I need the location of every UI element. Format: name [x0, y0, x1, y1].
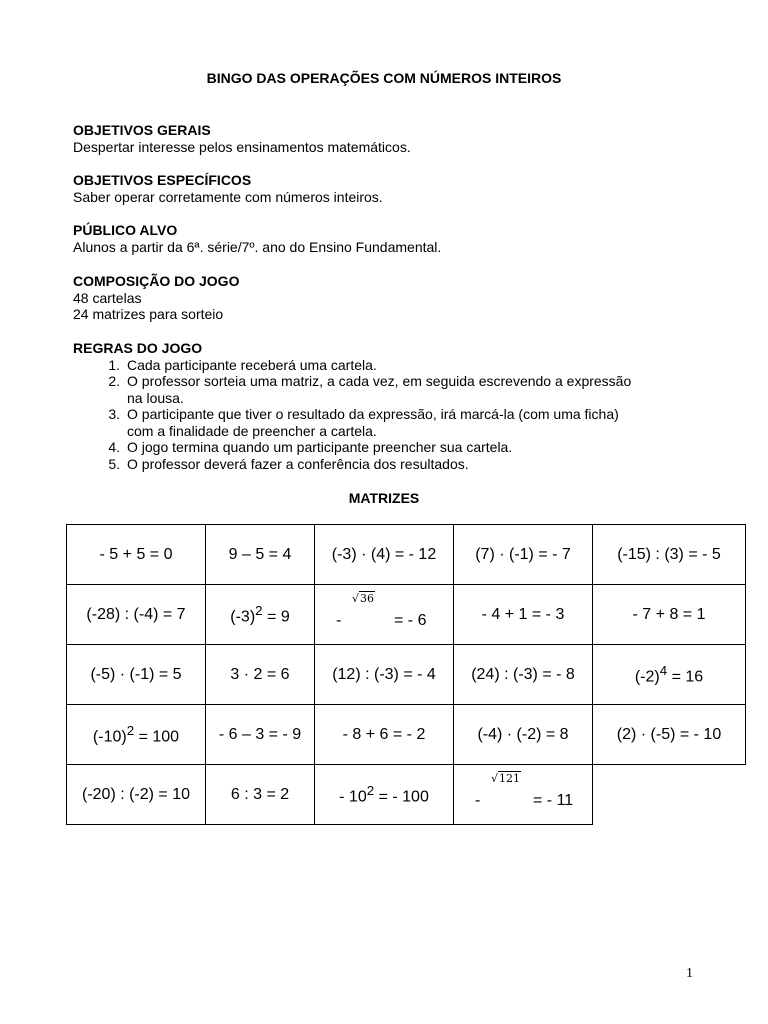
section-heading: COMPOSIÇÃO DO JOGO	[73, 273, 240, 289]
matrix-row	[67, 585, 746, 645]
matrix-cell: - 4 + 1 = - 3	[454, 585, 593, 645]
matrix-cell: 3 · 2 = 6	[206, 645, 315, 705]
expression-base: - 10	[339, 788, 367, 806]
rule-number: 1.	[108, 356, 120, 373]
radicand: 36	[360, 592, 375, 605]
matrix-row	[67, 645, 746, 705]
matrix-cell: 6 : 3 = 2	[206, 765, 315, 825]
rule-text: O jogo termina quando um participante preencher sua cartela.	[127, 439, 513, 455]
section-text: Despertar interesse pelos ensinamentos matemáticos.	[73, 138, 411, 155]
expression-base: (-2)	[634, 668, 660, 686]
section-line: 24 matrizes para sorteio	[73, 306, 224, 322]
matrix-row	[67, 525, 746, 585]
expression-rest: = 16	[667, 668, 704, 686]
matrix-row	[67, 765, 746, 825]
rule-number: 2.	[108, 373, 120, 389]
section-heading: OBJETIVOS ESPECÍFICOS	[73, 172, 252, 188]
matrix-cell: (-28) : (-4) = 7	[67, 585, 206, 645]
rule-text	[120, 406, 713, 439]
square-root-symbol: √121	[491, 772, 521, 785]
rule-item	[73, 439, 713, 456]
expression-rest: = 100	[134, 728, 180, 746]
rule-item	[73, 373, 713, 406]
page-number: 1	[686, 966, 693, 981]
matrix-cell: (-5) · (-1) = 5	[67, 645, 206, 705]
matrix-row	[67, 705, 746, 765]
expression-exponent: 2	[126, 722, 135, 738]
rule-text-line: O professor sorteia uma matriz, a cada vez, em seguida escrevendo a expressão	[127, 373, 632, 389]
rule-text: Cada participante receberá uma cartela.	[127, 356, 377, 373]
rule-number: 3.	[108, 406, 120, 422]
matrix-cell: (2) · (-5) = - 10	[593, 705, 746, 765]
empty-cell	[593, 765, 746, 825]
section-composicao	[73, 273, 713, 323]
expression-result: = - 11	[533, 792, 574, 809]
section-publico-alvo	[73, 222, 713, 255]
matrix-cell: - 6 – 3 = - 9	[206, 705, 315, 765]
section-regras	[73, 340, 713, 472]
matrices-title: MATRIZES	[348, 490, 420, 506]
expression-base: (-3)	[230, 608, 256, 626]
expression-base: (-10)	[92, 728, 127, 746]
section-heading: REGRAS DO JOGO	[73, 340, 203, 356]
rule-number: 5.	[108, 455, 120, 472]
rule-item	[73, 456, 713, 473]
matrix-cell: (-4) · (-2) = 8	[454, 705, 593, 765]
expression-result: = - 6	[394, 612, 427, 629]
section-objetivos-gerais	[73, 122, 713, 155]
matrix-cell	[593, 645, 746, 705]
matrix-cell	[206, 585, 315, 645]
expression-exponent: 2	[255, 602, 263, 618]
rules-list	[73, 357, 713, 473]
expression-rest: = 9	[262, 608, 290, 626]
document-title: BINGO DAS OPERAÇÕES COM NÚMEROS INTEIROS	[206, 70, 562, 86]
rule-text	[120, 373, 713, 406]
rule-text: O professor deverá fazer a conferência dos resultados.	[127, 455, 469, 472]
section-text: Saber operar corretamente com números inteiros.	[73, 188, 383, 205]
matrix-cell: - 5 + 5 = 0	[67, 525, 206, 585]
matrix-cell	[454, 765, 593, 825]
rule-item	[73, 406, 713, 439]
expression-rest: = - 100	[374, 788, 429, 806]
section-heading: OBJETIVOS GERAIS	[73, 122, 211, 138]
radicand: 121	[499, 772, 521, 785]
matrix-cell: (24) : (-3) = - 8	[454, 645, 593, 705]
matrix-cell	[315, 585, 454, 645]
matrix-cell: - 7 + 8 = 1	[593, 585, 746, 645]
matrix-cell: 9 – 5 = 4	[206, 525, 315, 585]
sqrt-expression	[463, 772, 583, 812]
matrix-cell: (7) · (-1) = - 7	[454, 525, 593, 585]
sqrt-expression	[324, 592, 444, 632]
matrix-cell: (-15) : (3) = - 5	[593, 525, 746, 585]
matrix-cell: (-3) · (4) = - 12	[315, 525, 454, 585]
rule-text-line: O participante que tiver o resultado da expressão, irá marcá-la (com uma ficha)	[127, 406, 619, 422]
section-objetivos-especificos	[73, 172, 713, 205]
expression-minus: -	[475, 792, 481, 809]
section-line: 48 cartelas	[73, 289, 142, 306]
rule-item	[73, 357, 713, 374]
section-heading: PÚBLICO ALVO	[73, 222, 178, 238]
square-root-symbol: √36	[352, 592, 375, 605]
matrix-cell	[315, 765, 454, 825]
matrix-cell: (-20) : (-2) = 10	[67, 765, 206, 825]
rule-number: 4.	[108, 439, 120, 455]
matrix-cell	[67, 705, 206, 765]
matrices-table	[66, 524, 746, 825]
section-text: Alunos a partir da 6ª. série/7º. ano do Ensino Fundamental.	[73, 238, 442, 255]
expression-exponent: 4	[659, 662, 668, 678]
rule-text-line: com a finalidade de preencher a cartela.	[127, 422, 377, 439]
rule-text-line: na lousa.	[127, 389, 184, 406]
matrix-cell: - 8 + 6 = - 2	[315, 705, 454, 765]
expression-minus: -	[336, 612, 342, 629]
matrix-cell: (12) : (-3) = - 4	[315, 645, 454, 705]
expression-exponent: 2	[366, 782, 375, 798]
